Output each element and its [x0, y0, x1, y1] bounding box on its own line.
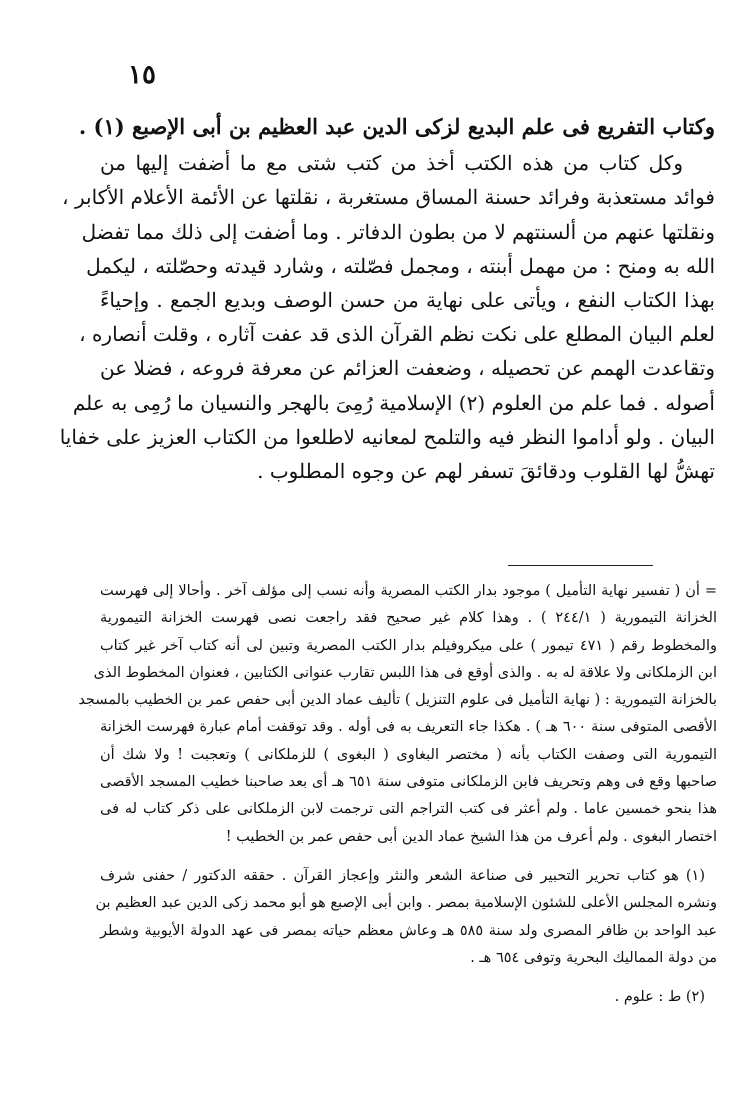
footnote-line: صاحبها وقع فى وهم وتحريف فابن الزملكانى متوفى سنة ٦٥١ هـ أى بعد صاحبنا خطيب المسجد الأقصى	[100, 774, 718, 791]
footnote-line: الخزانة التيمورية ( ٢٤٤/١ ) . وهذا كلام غير صحيح فقد راجعت نصى فهرست الخزانة التيمورية	[100, 610, 718, 627]
page-number: ١٥	[128, 60, 156, 90]
paragraph-line: وكل كتاب من هذه الكتب أخذ من كتب شتى مع ما أضفت إليها من	[100, 151, 683, 176]
footnote-line: الأقصى المتوفى سنة ٦٠٠ هـ ) . هكذا جاء التعريف به فى أوله . وقد توقفت أمام عبارة فهرست الخزانة	[100, 719, 717, 736]
footnotes	[78, 578, 718, 1023]
footnote-line: ونشره المجلس الأعلى للشئون الإسلامية بمصر . وابن أبى الإصبع هو أبو محمد زكى الدين عبد العظيم بن	[95, 895, 717, 912]
footnote-line: التيمورية التى وصفت الكتاب بأنه ( مختصر البغاوى ( البغوى ) للزملكانى ) وتعجبت ! ولا شك أن	[100, 746, 717, 763]
footnote-divider	[508, 565, 653, 566]
footnote-line: (١) هو كتاب تحرير التحبير فى صناعة الشعر والنثر وإعجاز القرآن . حققه الدكتور / حفنى شرف	[100, 867, 705, 884]
footnote-line: والمخطوط رقم ( ٤٧١ تيمور ) على ميكروفيلم بدار الكتب المصرية وتبين لى أنه كتاب آخر غير كتاب	[100, 637, 717, 654]
paragraph-line: تهشُّ لها القلوب ودقائقَ تسفر لهم عن وجوه المطلوب .	[257, 459, 715, 484]
main-text	[59, 110, 715, 488]
footnote-line: اختصار البغوى . ولم أعرف من هذا الشيخ عماد الدين أبى حفص عمر بن الخطيب !	[225, 828, 717, 845]
paragraph-line: الله به ومنح : من مهمل أبنته ، ومجمل فصّلته ، وشارد قيدته وحصّلته ، ليكمل	[86, 253, 715, 278]
paragraph-line: وتقاعدت الهمم عن تحصيله ، وضعفت العزائم عن معرفة فروعه ، فضلا عن	[100, 356, 715, 381]
footnote-line: عبد الواحد بن ظافر المصرى ولد سنة ٥٨٥ هـ وعاش معظم حياته بمصر فى عهد الدولة الأيوبية وشطر	[100, 922, 717, 939]
footnote-line: هذا بنحو خمسين عاما . ولم أعثر فى كتب التراجم التى ترجمت لابن الزملكانى على ذكر كتاب له فى	[100, 801, 717, 818]
paragraph-line: ونقلتها عنهم من ألسنتهم لا من بطون الدفاتر . وما أضفت إلى ذلك مما تفضل	[81, 219, 715, 244]
footnote-line: (٢) ط : علوم .	[614, 989, 705, 1006]
footnote-line: ابن الزملكانى ولا علاقة له به . والذى أوقع فى هذا اللبس تقارب عنوانى الكتابين ، فعنوان المخطوط الذى	[93, 664, 717, 681]
footnote-continuation	[78, 578, 718, 851]
paragraph-line: البيان . ولو أداموا النظر فيه والتلمح لمعانيه لاطلعوا من الكتاب العزيز على خفايا	[59, 424, 715, 449]
footnote-line: = أن ( تفسير نهاية التأميل ) موجود بدار الكتب المصرية وأنه نسب إلى مؤلف آخر . وأحالا إلى فهرست	[100, 583, 717, 599]
footnote-2	[100, 984, 717, 1011]
footnote-1	[95, 863, 717, 972]
footnote-line: بالخزانة التيمورية : ( نهاية التأميل فى علوم التنزيل ) تأليف عماد الدين أبى حفص عمر بن الخطيب بالمسجد	[78, 692, 717, 709]
paragraph-line: فوائد مستعذبة وفرائد حسنة المساق مستغربة ، نقلتها عن الأئمة الأعلام الأكابر ،	[62, 185, 715, 210]
footnote-line: من دولة المماليك البحرية وتوفى ٦٥٤ هـ .	[470, 949, 717, 966]
paragraph-line: أصوله . فما علم من العلوم (٢) الإسلامية رُمِىَ بالهجر والنسيان ما رُمِى به علم	[72, 390, 715, 415]
heading-line: وكتاب التفريع فى علم البديع لزكى الدين عبد العظيم بن أبى الإصبع (١) .	[78, 114, 715, 139]
paragraph-line: بهذا الكتاب النفع ، ويأتى على نهاية من حسن الوصف وبديع الجمع . وإحياءً	[100, 288, 715, 313]
paragraph-line: لعلم البيان المطلع على نكت نظم القرآن الذى قد عفت آثاره ، وقلت أنصاره ،	[79, 322, 715, 347]
